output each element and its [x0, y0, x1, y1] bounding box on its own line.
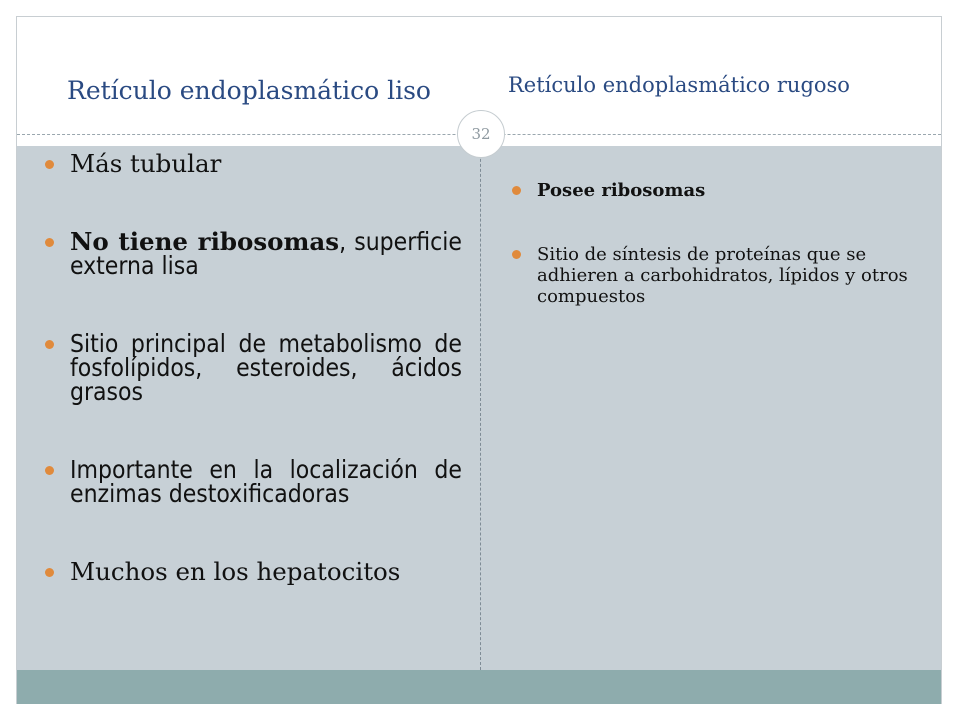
left-bullet-list [70, 149, 462, 586]
bullet-icon [45, 568, 54, 577]
list-item-bold-text: Posee ribosomas [537, 180, 706, 201]
bullet-icon [45, 238, 54, 247]
right-column-title: Retículo endoplasmático rugoso [508, 73, 850, 97]
list-item-text: , superficie externa lisa [70, 227, 462, 280]
column-divider [480, 134, 481, 670]
list-item [537, 244, 927, 307]
footer-band [17, 670, 941, 704]
list-item [70, 557, 462, 586]
list-item-text: Muchos en los hepatocitos [70, 557, 401, 586]
page-number-badge [457, 110, 505, 158]
list-item [70, 329, 462, 406]
list-item-text: Más tubular [70, 149, 222, 178]
list-item-bold-text: No tiene ribosomas [70, 227, 340, 256]
bullet-icon [45, 340, 54, 349]
left-column-title: Retículo endoplasmático liso [67, 76, 431, 105]
list-item [70, 149, 462, 178]
page-number: 32 [471, 125, 491, 143]
bullet-icon [512, 250, 521, 259]
bullet-icon [45, 160, 54, 169]
list-item [537, 180, 927, 201]
bullet-icon [512, 186, 521, 195]
list-item-text: Sitio principal de metabolismo de fosfolípidos, esteroides, ácidos grasos [70, 329, 462, 406]
list-item-text: Importante en la localización de enzimas destoxificadoras [70, 455, 462, 508]
right-bullet-list [537, 180, 927, 307]
list-item [70, 455, 462, 508]
list-item-text: Sitio de síntesis de proteínas que se adhieren a carbohidratos, lípidos y otros compuestos [537, 244, 908, 307]
list-item [70, 227, 462, 280]
bullet-icon [45, 466, 54, 475]
